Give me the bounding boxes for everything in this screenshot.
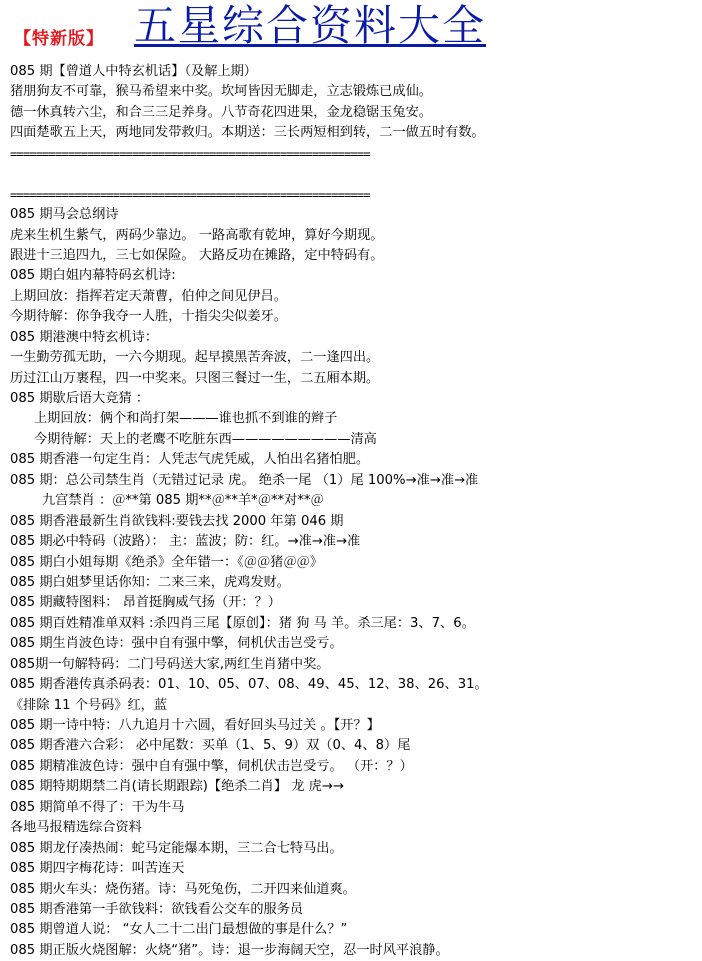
text-line: 历过江山万裹程，四一中奖来。只图三餐过一生，二五厢本期。: [10, 370, 380, 386]
text-line: 085 期【曾道人中特玄机话】（及解上期）: [10, 64, 257, 79]
text-line: 一生勤劳孤无助，一六今期现。起早摸黑苦奔波，二一逢四出。: [10, 350, 380, 366]
page-title: 五星综合资料大全: [134, 1, 487, 50]
text-line: 《排除 11 个号码》红，蓝: [10, 697, 168, 713]
separator-line: ========================================================: [10, 187, 370, 202]
blank-line: [10, 164, 696, 184]
page-header: [0, 0, 702, 58]
text-line: 四面楚歌五上天，两地同发带救归。本期送：三长两短相到转，二一做五时有数。: [10, 125, 485, 141]
text-line: 今期待解：你争我夺一人胜，十指尖尖似姜牙。: [10, 309, 287, 325]
text-line: 085 期白姐内幕特码玄机诗:: [10, 268, 176, 284]
text-line: 085 期百姓精准单双料 :杀四肖三尾【原创】：猪 狗 马 羊。杀三尾：3、7、6。: [10, 615, 475, 631]
text-line: 085 期必中特码（波路）： 主：蓝波；防：红。→准→准→准: [10, 534, 361, 550]
text-line: 085 期：总公司禁生肖（无错过记录 虎。 绝杀一尾 （1）尾 100%→准→准→准: [10, 472, 479, 488]
text-line: 085 期特期期禁二肖(请长期跟踪)【绝杀二肖】 龙 虎→→: [10, 779, 344, 795]
text-line: 085 期香港一句定生肖：人凭志气虎凭威，人怕出名猪怕肥。: [10, 452, 370, 468]
text-line: 上期回放：俩个和尚打架———谁也抓不到谁的辫子: [34, 411, 338, 427]
text-line: 九宫禁肖 ：＠**第 085 期**＠**羊*＠**对**＠: [42, 493, 324, 509]
separator-line: ========================================================: [10, 146, 370, 161]
text-line: 085 期简单不得了：干为牛马: [10, 799, 185, 815]
document-body: [10, 62, 696, 961]
text-line: 085 期龙仔凑热闹：蛇马定能爆本期，三二合七特马出。: [10, 840, 343, 856]
text-line: 085 期香港传真杀码表：01、10、05、07、08、49、45、12、38、26、31。: [10, 677, 488, 693]
text-line: 跟进十三追四九，三七如保险。 大路反功在摊路，定中特码有。: [10, 247, 384, 263]
text-line: 085 期正版火烧图解：火烧“猪”。诗：退一步海阔天空，忍一时风平浪静。: [10, 942, 449, 958]
text-line: 085 期精准波色诗：强中自有强中擎，伺机伏击岂受亏。 （开：？）: [10, 758, 413, 774]
text-line: 085 期曾道人说： “女人二十二出门最想做的事是什么？”: [10, 922, 348, 938]
text-line: 德一休真转六尘，和合三三足养身。八节奇花四进果，金龙稳锯玉兔安。: [10, 104, 432, 120]
text-line: 085 期香港六合彩： 必中尾数：买单（1、5、9）双（0、4、8）尾: [10, 738, 411, 754]
text-line: 085 期藏特图料： 昂首挺胸威气扬（开：？）: [10, 595, 281, 611]
edition-badge: 【特新版】: [14, 29, 104, 49]
text-line: 085 期港澳中特玄机诗：: [10, 329, 159, 345]
text-line: 各地马报精选综合资料: [10, 820, 142, 836]
text-line: 085 期歇后语大竞猜 ：: [10, 391, 150, 406]
text-line: 085 期火车头：烧伤猪。诗：马死兔伤，二开四来仙道爽。: [10, 881, 356, 897]
text-line: 085 期马会总纲诗: [10, 207, 119, 223]
text-line: 085 期香港第一手欲钱料：欲钱看公交车的服务员: [10, 901, 304, 917]
text-line: 085 期香港最新生肖欲钱料:要钱去找 2000 年第 046 期: [10, 513, 344, 529]
text-line: 虎来生机生紫气，两码少靠边。 一路高歌有乾坤，算好今期现。: [10, 227, 384, 243]
text-line: 085 期生肖波色诗：强中自有强中擎，伺机伏击岂受亏。: [10, 636, 343, 652]
text-line: 085期一句解特码：二门号码送大家,两红生肖猪中奖。: [10, 656, 330, 672]
text-line: 085 期一诗中特：八九追月十六圆，看好回头马过关 。【开？】: [10, 718, 380, 733]
text-line: 今期待解：天上的老鹰不吃脏东西—————————清高: [34, 431, 377, 447]
text-line: 上期回放：指挥若定天萧曹，伯仲之间见伊吕。: [10, 288, 287, 304]
text-line: 085 期四字梅花诗：叫苦连天: [10, 861, 185, 877]
text-line: 猪朋狗友不可靠，猴马希望来中奖。坎坷皆因无脚走，立志锻炼已成仙。: [10, 84, 432, 100]
text-line: 085 期白小姐每期《绝杀》全年错一：《＠＠猪＠＠》: [10, 554, 323, 570]
text-line: 085 期白姐梦里话你知：二来三来，虎鸡发财。: [10, 574, 290, 590]
